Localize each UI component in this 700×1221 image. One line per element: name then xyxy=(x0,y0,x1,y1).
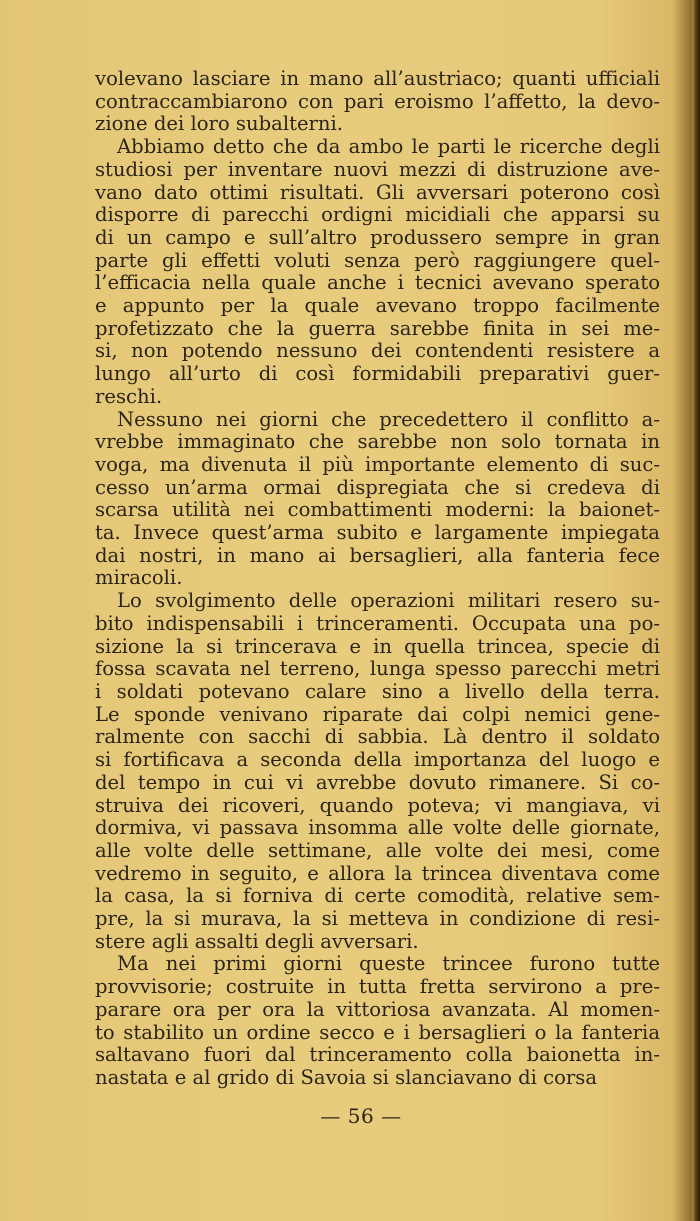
text-line: di un campo e sull’altro produssero sempre in gran xyxy=(95,226,660,249)
paragraph xyxy=(95,68,660,136)
text-line: vedremo in seguito, e allora la trincea diventava come xyxy=(95,862,660,885)
text-line: contraccambiarono con pari eroismo l’affetto, la devo- xyxy=(95,90,660,113)
text-line: fossa scavata nel terreno, lunga spesso parecchi metri xyxy=(95,658,660,681)
page-number: — 56 — xyxy=(320,1104,402,1128)
paragraph xyxy=(95,590,660,953)
paragraph xyxy=(95,953,660,1089)
text-line: disporre di parecchi ordigni micidiali che apparsi su xyxy=(95,204,660,227)
text-line: Abbiamo detto che da ambo le parti le ricerche degli xyxy=(117,136,660,159)
text-line: stere agli assalti degli avversari. xyxy=(95,930,419,953)
text-line: lungo all’urto di così formidabili preparativi guer- xyxy=(95,363,660,386)
text-line: saltavano fuori dal trinceramento colla baionetta in- xyxy=(95,1044,660,1067)
text-line: profetizzato che la guerra sarebbe finita in sei me- xyxy=(95,317,660,340)
paragraph xyxy=(95,136,660,408)
text-line: nastata e al grido di Savoia si slanciavano di corsa xyxy=(95,1066,598,1089)
text-line: volevano lasciare in mano all’austriaco; quanti ufficiali xyxy=(95,68,660,90)
text-line: Le sponde venivano riparate dai colpi nemici gene- xyxy=(95,703,660,726)
text-line: l’efficacia nella quale anche i tecnici avevano sperato xyxy=(95,272,660,295)
text-line: si, non potendo nessuno dei contendenti resistere a xyxy=(95,340,660,363)
text-line: la casa, la si forniva di certe comodità, relative sem- xyxy=(95,885,660,908)
text-line: vrebbe immaginato che sarebbe non solo tornata in xyxy=(95,431,660,454)
text-line: voga, ma divenuta il più importante elemento di suc- xyxy=(95,453,660,476)
text-line: zione dei loro subalterni. xyxy=(95,113,344,136)
text-line: reschi. xyxy=(95,385,163,408)
text-line: Ma nei primi giorni queste trincee furono tutte xyxy=(117,953,660,976)
text-line: miracoli. xyxy=(95,567,183,590)
text-line: alle volte delle settimane, alle volte dei mesi, come xyxy=(95,839,660,862)
text-line: dai nostri, in mano ai bersaglieri, alla fanteria fece xyxy=(95,544,660,567)
text-line: ta. Invece quest’arma subito e largamente impiegata xyxy=(95,522,660,545)
body-text xyxy=(95,68,660,1090)
text-line: studiosi per inventare nuovi mezzi di distruzione ave- xyxy=(95,158,660,181)
text-line: scarsa utilità nei combattimenti moderni: la baionet- xyxy=(95,499,660,522)
page-edge-shadow xyxy=(692,0,700,1221)
text-line: e appunto per la quale avevano troppo facilmente xyxy=(95,295,660,318)
text-line: cesso un’arma ormai dispregiata che si credeva di xyxy=(95,476,660,499)
text-line: ralmente con sacchi di sabbia. Là dentro il soldato xyxy=(95,726,660,749)
text-line: parare ora per ora la vittoriosa avanzata. Al momen- xyxy=(95,998,660,1021)
text-line: bito indispensabili i trinceramenti. Occupata una po- xyxy=(95,612,660,635)
text-line: parte gli effetti voluti senza però raggiungere quel- xyxy=(95,249,660,272)
text-line: sizione la si trincerava e in quella trincea, specie di xyxy=(95,635,660,658)
text-line: pre, la si murava, la si metteva in condizione di resi- xyxy=(95,908,660,931)
paragraph xyxy=(95,409,660,591)
text-line: del tempo in cui vi avrebbe dovuto rimanere. Si co- xyxy=(95,771,660,794)
text-line: i soldati potevano calare sino a livello della terra. xyxy=(95,680,660,703)
text-line: vano dato ottimi risultati. Gli avversari poterono così xyxy=(95,181,660,204)
text-line: to stabilito un ordine secco e i bersaglieri o la fanteria xyxy=(95,1021,660,1044)
text-line: struiva dei ricoveri, quando poteva; vi mangiava, vi xyxy=(95,794,660,817)
text-line: dormiva, vi passava insomma alle volte delle giornate, xyxy=(95,817,660,840)
text-line: Lo svolgimento delle operazioni militari resero su- xyxy=(117,590,660,613)
text-line: provvisorie; costruite in tutta fretta servirono a pre- xyxy=(95,976,660,999)
text-line: Nessuno nei giorni che precedettero il conflitto a- xyxy=(117,408,660,431)
text-line: si fortificava a seconda della importanza del luogo e xyxy=(95,749,660,772)
